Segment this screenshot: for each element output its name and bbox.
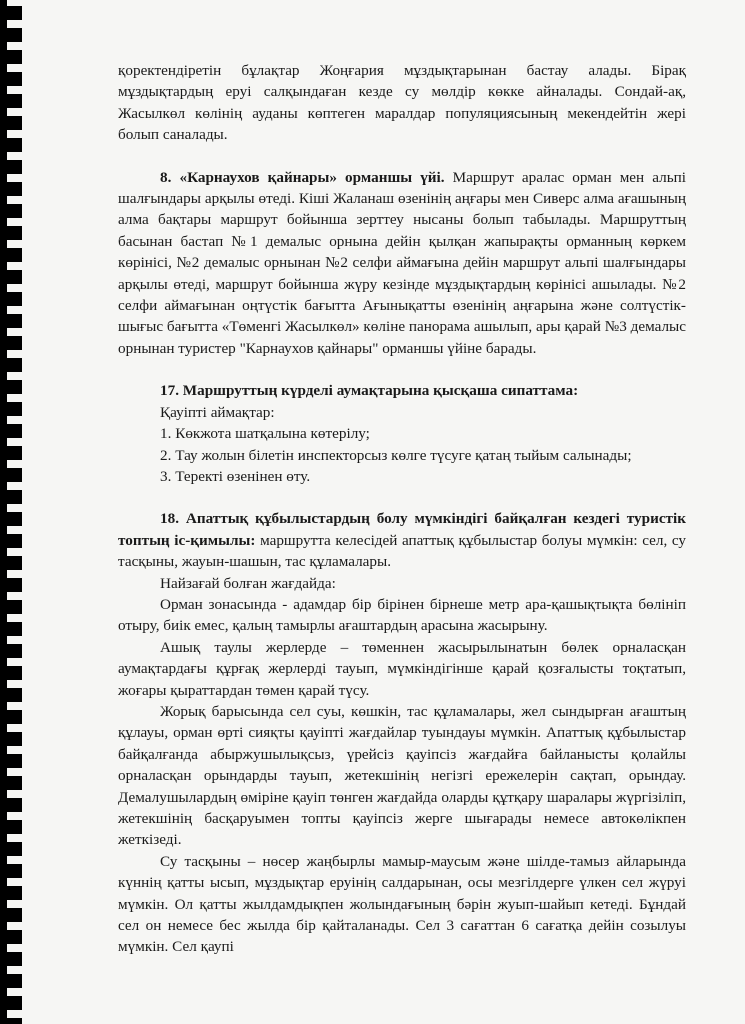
danger-zones-label: Қауіпті аймақтар: — [160, 403, 275, 421]
document-page — [118, 60, 686, 958]
section-8-heading: 8. «Карнаухов қайнары» орманшы үйі. — [160, 168, 445, 186]
section-18-heading: 18. Апаттық құбылыстардың болу мүмкіндігі байқалған кездегі туристік топтың іс-қимылы: — [118, 510, 686, 549]
section-8-text: Маршрут аралас орман мен альпі шалғындары арқылы өтеді. Кіші Жаланаш өзенінің аңғары мен Сиверс алма ағашының алма бақтары маршрут бойынша зерттеу нысаны болып табылады. Маршруттың басынан бастап №1 демалыс орнына дейін қылқан жапырақты орманның көркем көрінісі, №2 демалыс орнынан №2 селфи аймағына дейін маршрут альпі шалғындары арқылы өтеді, маршрут бойынша жүру кезінде мұздықтардың көрінісі ашылады. №2 селфи аймағынан оңтүстік бағытта Ағынықатты өзенінің аңғарына және солтүстік-шығыс бағытта «Төменгі Жасылкөл» көліне панорама ашылып, ары қарай №3 демалыс орнынан туристер "Карнаухов қайнары" орманшы үйіне барады. — [118, 168, 686, 357]
spiral-binding — [0, 0, 22, 1024]
section-8-paragraph — [118, 167, 686, 360]
danger-zone-item: 1. Көкжота шатқалына көтерілу; — [160, 425, 370, 443]
danger-zone-item: 3. Теректі өзенінен өту. — [160, 467, 311, 485]
section-17-heading: 17. Маршруттың күрделі аумақтарына қысқаша сипаттама: — [160, 382, 579, 400]
danger-zone-item: 2. Тау жолын білетін инспекторсыз көлге түсуге қатаң тыйым салынады; — [160, 446, 632, 464]
flood-paragraph: Су тасқыны – нөсер жаңбырлы мамыр-маусым және шілде-тамыз айларында күннің қатты ысып, мұздықтар еруінің салдарынан, осы мезгілдерге үлкен сел жүруі мүмкін. Ол қатты жылдамдықпен жолындағының бәрін жуып-шайып кетеді. Бұндай сел он немесе бес жылда бір қайталанады. Сел 3 сағаттан 6 сағатқа дейін созылуы мүмкін. Сел қаупі — [118, 852, 686, 956]
lightning-label: Найзағай болған жағдайда: — [160, 574, 336, 592]
section-18-text: маршрутта келесідей апаттық құбылыстар болуы мүмкін: сел, су тасқыны, жауын-шашын, тас құламалары. — [118, 531, 686, 571]
intro-paragraph: қоректендіретін бұлақтар Жоңғария мұздықтарынан бастау алады. Бірақ мұздықтардың еруі салқындаған кезде су мөлдір көкке айналады. Сондай-ақ, Жасылкөл көлінің ауданы көптеген маралдар популяциясының мекендейтін жері болып саналады. — [118, 62, 686, 144]
forest-zone-paragraph: Орман зонасында - адамдар бір бірінен бірнеше метр ара-қашықтықта бөлініп отыру, биік емес, қалың тамырлы ағаштардың арасына жасырыну. — [118, 595, 686, 635]
route-hazards-paragraph: Жорық барысында сел суы, көшкін, тас құламалары, жел сындырған ағаштың құлауы, орман өрті сияқты қауіпті жағдайлар туындауы мүмкін. Апаттық құбылыстар байқалғанда абыржушылықсыз, үрейсіз қауіпсіз жағдайға байланысты қолайлы орналасқан орындарды тауып, жетекшінің негізгі ережелерін сақтап, орындау. Демалушылардың өміріне қауіп төнген жағдайда оларды құтқару шаралары жүргізіліп, жетекшінің басқаруымен топты қауіпсіз жерге шығарады немесе автокөлікпен жеткізеді. — [118, 702, 686, 849]
section-18-paragraph — [118, 508, 686, 572]
open-terrain-paragraph: Ашық таулы жерлерде – төменнен жасырылынатын бөлек орналасқан аумақтардағы құрғақ жерлерді тауып, мүмкіндігінше қарай қозғалысты тоқтатып, жоғары қыраттардан төмен қарай түсу. — [118, 638, 686, 699]
